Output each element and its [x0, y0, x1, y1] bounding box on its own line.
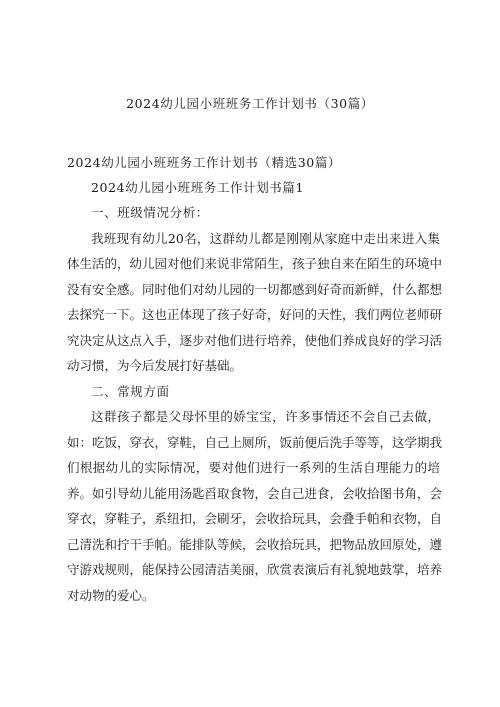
paragraph-line: 穿衣，穿鞋子，系纽扣，会刷牙，会收拾玩具，会叠手帕和衣物，自 [67, 511, 443, 526]
paragraph-line: 养。如引导幼儿能用汤匙舀取食物，会自己进食，会收拾图书角，会 [67, 486, 443, 501]
paragraph-line: 去探究一下。这也正体现了孩子好奇，好问的天性，我们两位老师研 [67, 307, 443, 322]
document-title: 2024幼儿园小班班务工作计划书（30篇） [126, 96, 374, 111]
paragraph-line: 动习惯，为今后发展打好基础。 [67, 358, 243, 373]
paragraph-line: 我班现有幼儿20名，这群幼儿都是刚刚从家庭中走出来进入集 [91, 231, 440, 246]
paragraph-line: 对动物的爱心。 [67, 588, 155, 603]
paragraph-line: 如：吃饭，穿衣，穿鞋，自己上厕所，饭前便后洗手等等，这学期我 [67, 435, 443, 450]
paragraph-line: 没有安全感。同时他们对幼儿园的一切都感到好奇而新鲜，什么都想 [67, 282, 443, 297]
paragraph-line: 己清洗和拧干手帕。能排队等候，会收拾玩具，把物品放回原处，遵 [67, 537, 443, 552]
chapter-heading: 2024幼儿园小班班务工作计划书篇1 [91, 180, 305, 195]
paragraph-line: 这群孩子都是父母怀里的娇宝宝，许多事情还不会自己去做， [91, 409, 440, 424]
document-subtitle: 2024幼儿园小班班务工作计划书（精选30篇） [67, 155, 342, 170]
paragraph-line: 守游戏规则，能保持公园清洁美丽，欣赏表演后有礼貌地鼓掌，培养 [67, 562, 443, 577]
section-heading-class-analysis: 一、班级情况分析： [91, 205, 209, 220]
paragraph-line: 体生活的，幼儿园对他们来说非常陌生，孩子独自来在陌生的环境中 [67, 256, 443, 271]
paragraph-line: 究决定从这点入手，逐步对他们进行培养，使他们养成良好的学习活 [67, 333, 443, 348]
paragraph-line: 们根据幼儿的实际情况，要对他们进行一系列的生活自理能力的培 [67, 460, 440, 475]
section-heading-routine: 二、常规方面 [91, 384, 170, 399]
